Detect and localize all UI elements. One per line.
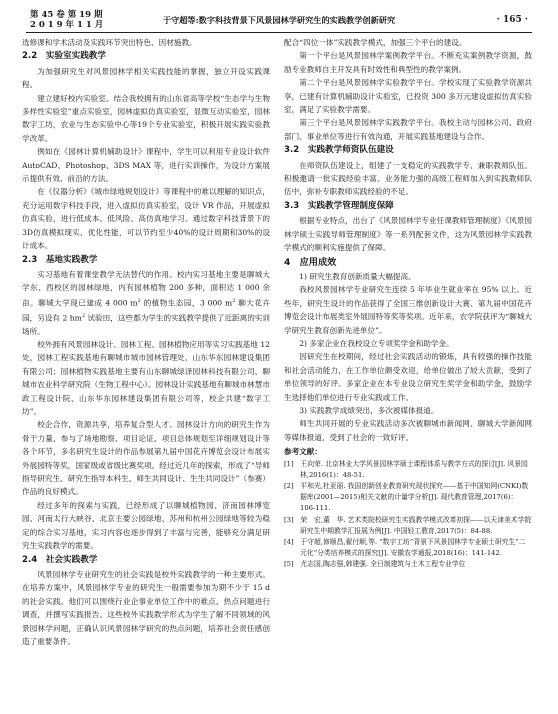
- right-column: [284, 36, 532, 571]
- left-column: [22, 36, 270, 648]
- text-run: 实习基地有着课堂教学无法替代的作用。校内实习基地主要是聊城大学东、西校区的园林绿地，内有园林植物 200 多种，面积达 1 000 余亩。聊城大学现已建成 4 000 m: [22, 269, 270, 308]
- paragraph: 3) 实践教学成绩突出，多次被媒体报道。: [299, 405, 439, 415]
- running-title: 于守超等:数字科技背景下风景园林学研究生的实践教学创新研究: [162, 15, 396, 25]
- paragraph: [22, 268, 270, 338]
- paragraph: 校外拥有风景园林设计、园林工程、园林植物应用等实习实践基地 12 处，园林工程实践基地有聊城市城市园林管理处、山东华东园林建设集团有限公司；园林植物实践基地主要有山东聊城绿泽园林科技有限公司、聊城市农业科学研究院（生物工程中心）。园林设计实践基地有聊城市林慧市政工程设计院、山东华东园林建设集团有限公司等，校企共建“数字工坊”。: [22, 340, 270, 417]
- paragraph: 例如在《园林计算机辅助设计》课程中，学生可以利用专业设计软件 AutoCAD、Photoshop、3DS MAX 等，进行实训操作，为设计方案展示提供有效、前沿的方法。: [22, 147, 270, 184]
- text-run: 的植物生态园，3 000 m: [140, 298, 233, 308]
- section-heading-2-3: 2.3 基地实践教学: [22, 254, 98, 265]
- paragraph: 为加强研究生对风景园林学相关实践技能的掌握，独立开设实践课程。: [22, 66, 270, 90]
- paragraph: 我校风景园林学专业研究生连续 5 年毕业生就业率在 95% 以上。近些年，研究生设计的作品获得了全国三维创新设计大赛、第九届中国花卉博览会设计布展类室外展园特等奖等奖项。近年来，农学院获评为“聊城大学研究生教育创新先进单位”。: [284, 285, 532, 335]
- section-heading-4: 4 应用成效: [284, 256, 337, 268]
- paragraph: 选修课和学术活动及实践环节突出特色、因材施教。: [22, 38, 197, 47]
- paragraph: 配合“四位一体”实践教学模式，加强三个平台的建设。: [284, 38, 467, 47]
- text-run: 聊大花卉园，另设有 2 hm: [22, 298, 270, 323]
- reference-item: [1] 王向荣. 北京林业大学风景园林学硕士课程体系与教学方式的探讨[J]. 风景园林,2016(1)：48-51.: [284, 459, 528, 479]
- section-heading-3-2: 3.2 实践教学师资队伍建设: [284, 145, 394, 156]
- paragraph: 建立建好校内实验室。结合我校拥有的山东省高等学校“生态学与生物多样性实验室”重点实验室，园林虚拟仿真实验室，显微互动实验室，园林数字工坊，农业与生态实验中心等19个专业实验室，积极开展实践实验教学改革。: [22, 93, 270, 143]
- paragraph: 第三个平台是风景园林学实践教学平台。我校主动与园林公司、政府部门、事业单位等进行有效沟通，开展实践基地建设与合作。: [284, 118, 532, 141]
- page-header: [16, 6, 542, 32]
- paragraph: 第一个平台是风景园林学案例教学平台。不断充实案例教学资源，鼓励专业教师自主开发具有时效性和典型性的教学案例。: [284, 51, 532, 74]
- paragraph: 1) 研究生教育创新质量大幅提高。: [299, 271, 416, 281]
- references-title: 参考文献：: [284, 447, 322, 457]
- volume-issue: 第 45 卷 第 19 期: [30, 10, 103, 20]
- reference-item: [4] 于守超,修顺昌,翟付顺,等. “数字工坊”背景下风景园林学专业硕士研究生“二元化”分类培养模式的探究[J]. 安徽农学通报,2018(16)：141-142.: [284, 538, 526, 558]
- paragraph: 在《仪器分析》《城市绿地规划设计》等课程中的难以理解的知识点，充分运用数字科技手段，进入虚拟仿真实验室，设计 VR 作品，开展虚拟仿真实验，进行低成本、低风险、高仿真地学习。通过数字科技背景下的3D仿真模拟现实、优化性能，可以节约至少40%的设计周期和30%的设计成本。: [22, 187, 270, 251]
- text-run: 试验田，这些都为学生的实践教学提供了近距离的实训场所。: [22, 313, 271, 336]
- reference-item: [3] 荣 宏,董 华. 艺术类院校研究生实践教学模式改革初探——以天津美术学院研究生中期教学汇报展为例[J]. 中国轻工教育,2017(5)：84-88.: [284, 515, 532, 535]
- paragraph: 在师资队伍建设上，组建了一支稳定的实践教学专、兼职教师队伍。积极邀请一批实践经验丰富、业务能力强的高级工程师加入到实践教师队伍中，弥补专职教师实践经验的不足。: [284, 160, 532, 197]
- paragraph: 第二个平台是风景园林学实验教学平台。学校实现了实验教学资源共享，已建有计算机辅助设计实验室，已投资 300 多万元建设虚拟仿真实验室，满足了实验教学需要。: [284, 78, 532, 115]
- paragraph: 经过多年的探索与实践，已经形成了以聊城植物园、济南园林博览园、河南太行大峡谷、北京主要公园绿地、苏州和杭州公园绿地等较为稳定的综合实习基地，实习内容也逐步得到了丰富与完善，能够充分满足研究生实践教学的需要。: [22, 500, 270, 551]
- paragraph: 因研究生在校期间，经过社会实践活动的锻炼，具有较强的操作技能和社会活动能力，在工作单位颇受欢迎，给单位做出了较大贡献，受到了单位领导的好评。多家企业在本专业设立研究生奖学金和助学金，鼓励学生选择他们单位进行专业实践或工作。: [284, 352, 532, 402]
- paragraph: 2) 多家企业在我校设立专项奖学金和助学金。: [299, 338, 454, 348]
- superscript: 2: [232, 297, 236, 304]
- paragraph: 根据专业特点，出台了《风景园林学专业任课教师管理制度》《风景园林学硕士实践导师管理制度》等一系列配套文件，这为风景园林学实践教学模式的顺利实施提供了保障。: [284, 216, 532, 253]
- section-heading-2-4: 2.4 社会实践教学: [22, 554, 98, 565]
- section-heading-3-3: 3.3 实践教学管理制度保障: [284, 200, 394, 211]
- page-number: · 165 ·: [496, 15, 528, 25]
- issue-date: 2 0 1 9 年 1 1 月: [30, 20, 104, 30]
- paragraph: 风景园林学专业研究生的社会实践是校外实践教学的一种主要形式。在培养方案中，风景园林学专业的研究生一般需要参加为期不少于 15 d 的社会实践。他们可以围绕行业企事业单位工作中的难点、热点问题进行调查，并撰写实践报告。这些校外实践教学形式为学生了解不同领域的风景园林学问题，正确认识风景园林学研究的热点问题，培养社会责任感创造了重要条件。: [22, 569, 270, 646]
- superscript: 2: [81, 312, 86, 319]
- section-heading-2-2: 2.2 实验室实践教学: [22, 51, 106, 62]
- header-rule: [26, 32, 532, 33]
- reference-item: [2] 平和光,杜亚丽. 我国创新创业教育研究现状探究——基于中国知网(CNKI)数据库(2001—2015)相关文献的计量学分析[J]. 现代教育管理,2017(6)：106-111.: [284, 482, 529, 513]
- superscript: 2: [137, 297, 141, 304]
- reference-item: [5] 尤志国,陶志强,韩建强. 全日制建筑与土木工程专业学位: [284, 560, 466, 569]
- paragraph: 校企合作，资源共享，培养复合型人才。园林设计方向的研究生作为骨干力量，参与了场地勘察、项目论证、项目总体规划至详细规划设计等各个环节，多名研究生设计的作品参展第九届中国花卉博览会设计布展实外展园特等奖，国家级或省级比赛奖项。经过近几年的探索，形成了“导师指导研究生、研究生指导本科生、师生共同设计、生生共同设计”（参赛）作品的良好模式。: [22, 420, 270, 497]
- paragraph: 师生共同开展的专业实践活动多次被聊城市新闻网、聊城大学新闻网等媒体报道，受到了社会的一致好评。: [284, 419, 532, 442]
